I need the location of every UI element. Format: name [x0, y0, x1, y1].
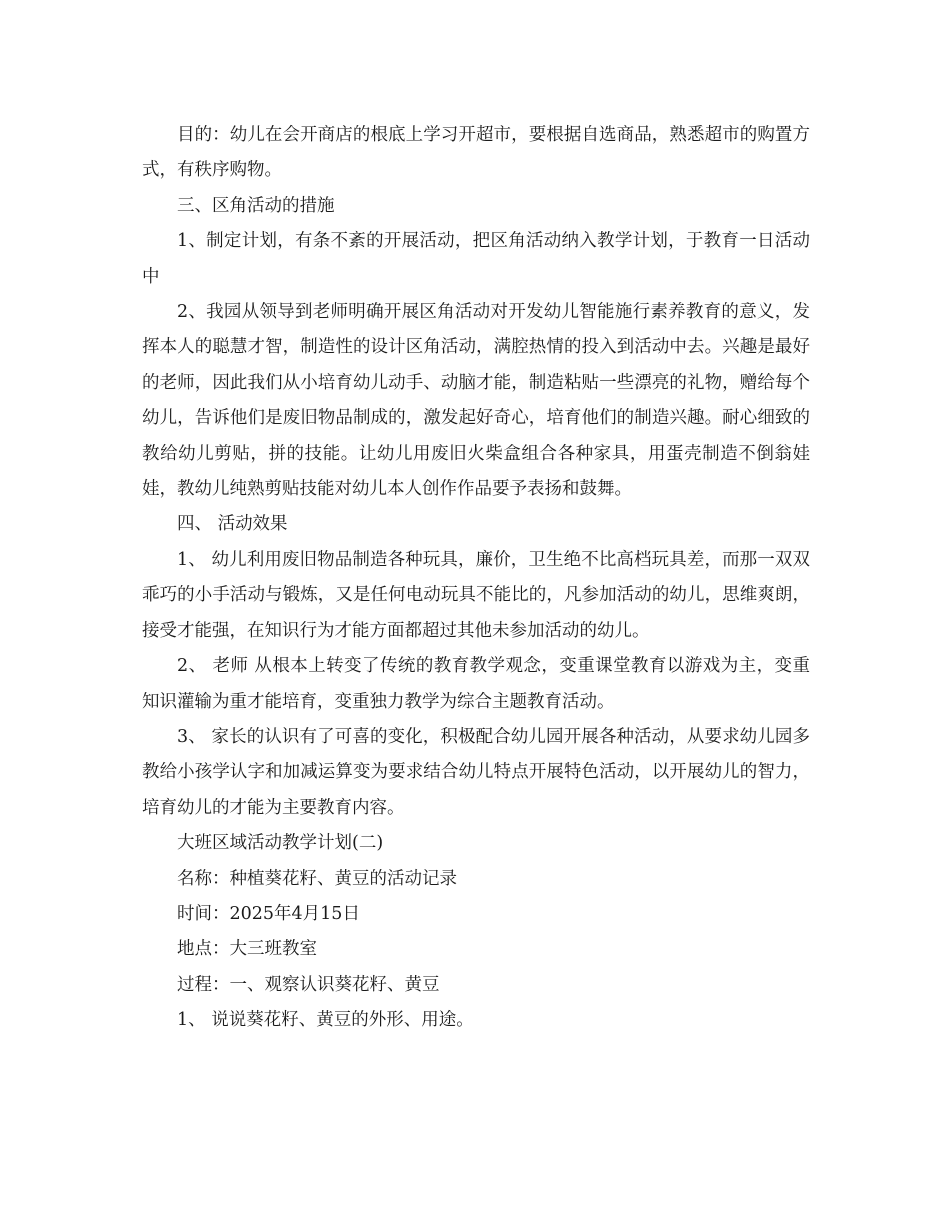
paragraph-effect-2: 2、 老师 从根本上转变了传统的教育教学观念，变重课堂教育以游戏为主，变重知识灌输为重才能培育，变重独力教学为综合主题教育活动。 — [142, 656, 810, 712]
heading-measures: 三、区角活动的措施 — [177, 195, 335, 216]
document-body — [142, 118, 810, 1039]
paragraph-measure-1: 1、制定计划，有条不紊的开展活动，把区角活动纳入教学计划，于教育一日活动中 — [142, 231, 810, 287]
field-location: 地点：大三班教室 — [177, 939, 317, 960]
field-time: 时间：2025年4月15日 — [177, 903, 360, 924]
paragraph-process-step-1: 1、 说说葵花籽、黄豆的外形、用途。 — [177, 1010, 474, 1031]
paragraph-purpose: 目的：幼儿在会开商店的根底上学习开超市，要根据自选商品，熟悉超市的购置方式，有秩序购物。 — [142, 125, 810, 181]
paragraph-effect-3: 3、 家长的认识有了可喜的变化，积极配合幼儿园开展各种活动，从要求幼儿园多教给小孩学认字和加减运算变为要求结合幼儿特点开展特色活动，以开展幼儿的智力，培育幼儿的才能为主要教育内容。 — [142, 726, 810, 818]
field-name: 名称：种植葵花籽、黄豆的活动记录 — [177, 868, 457, 889]
field-process: 过程：一、观察认识葵花籽、黄豆 — [177, 974, 440, 995]
paragraph-measure-2: 2、我园从领导到老师明确开展区角活动对开发幼儿智能施行素养教育的意义，发挥本人的聪慧才智，制造性的设计区角活动，满腔热情的投入到活动中去。兴趣是最好的老师，因此我们从小培育幼儿动手、动脑才能，制造粘贴一些漂亮的礼物，赠给每个幼儿，告诉他们是废旧物品制成的，激发起好奇心，培育他们的制造兴趣。耐心细致的教给幼儿剪贴，拼的技能。让幼儿用废旧火柴盒组合各种家具，用蛋壳制造不倒翁娃娃，教幼儿纯熟剪贴技能对幼儿本人创作作品要予表扬和鼓舞。 — [142, 302, 810, 500]
heading-effects: 四、 活动效果 — [177, 514, 288, 535]
section-title-plan-two: 大班区域活动教学计划(二) — [177, 833, 384, 854]
paragraph-effect-1: 1、 幼儿利用废旧物品制造各种玩具，廉价，卫生绝不比高档玩具差，而那一双双乖巧的小手活动与锻炼，又是任何电动玩具不能比的，凡参加活动的幼儿，思维爽朗，接受才能强，在知识行为才能方面都超过其他未参加活动的幼儿。 — [142, 549, 810, 641]
